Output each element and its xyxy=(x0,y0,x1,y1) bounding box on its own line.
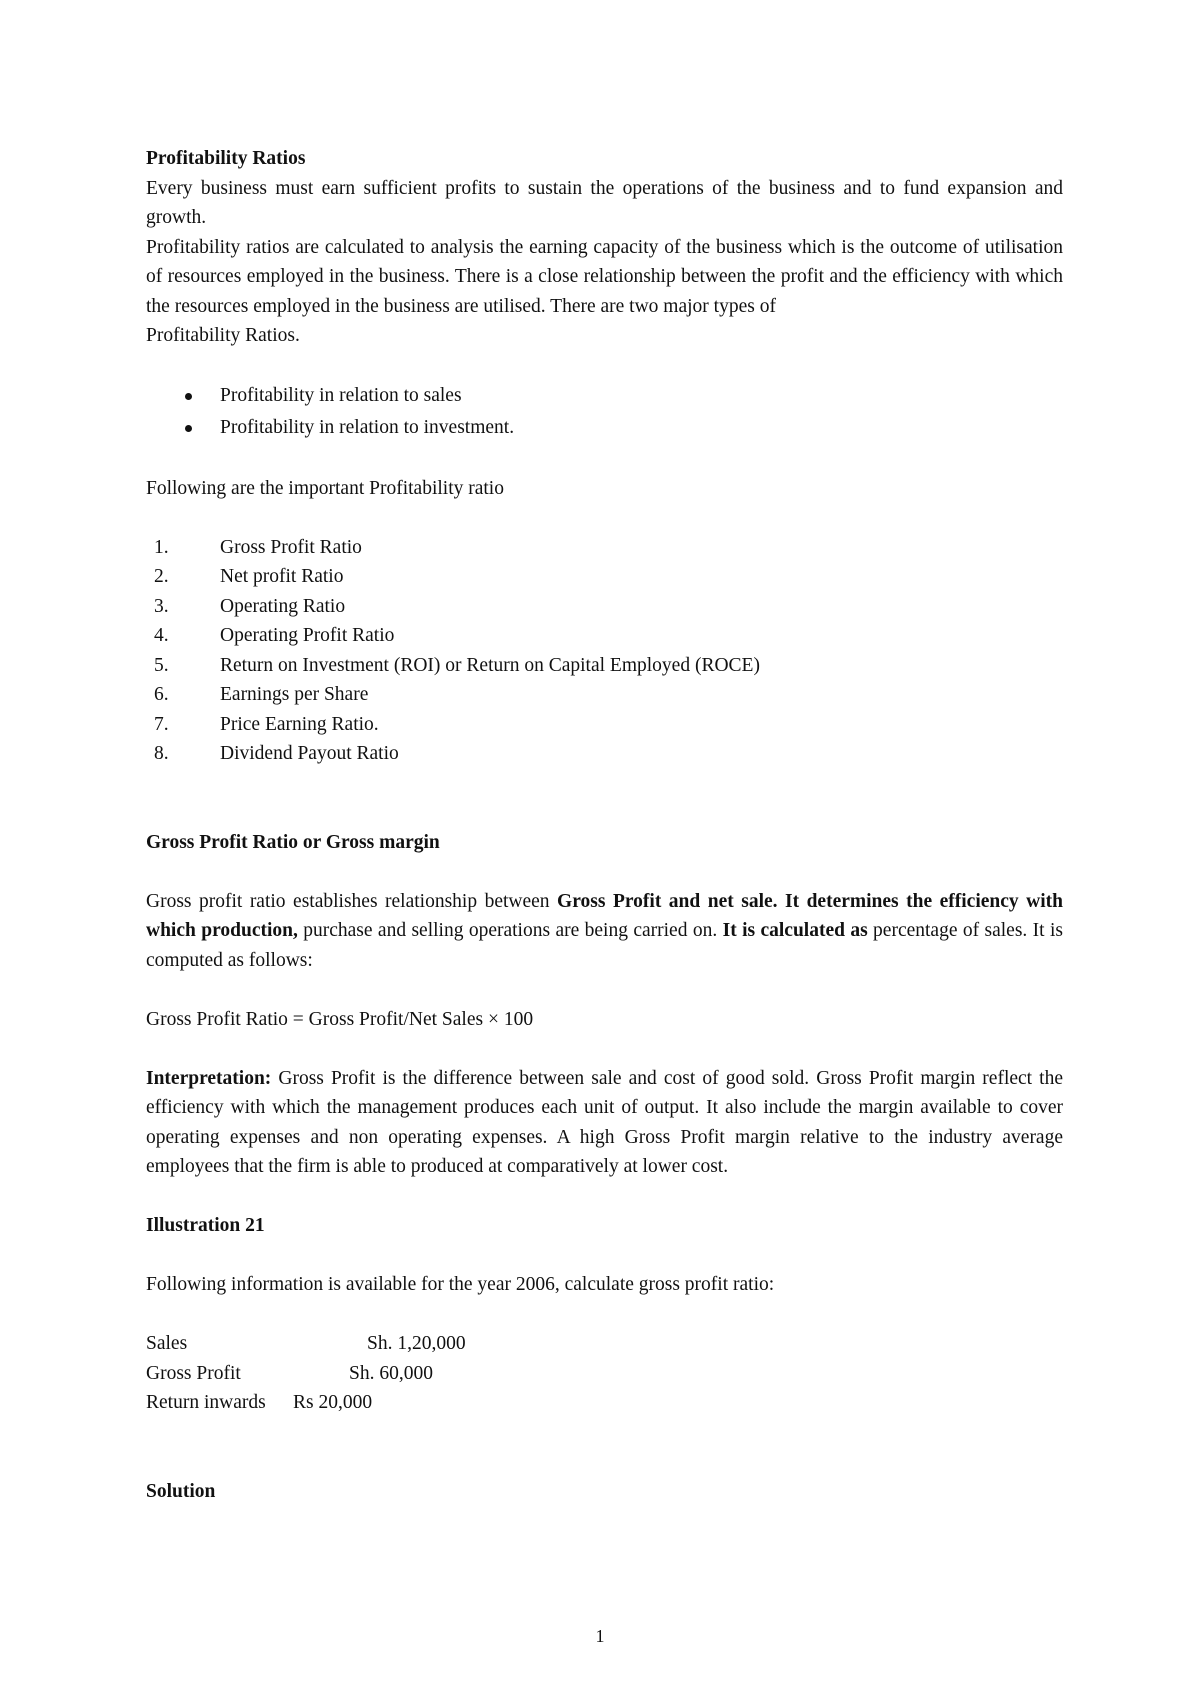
gross-profit-description: Gross profit ratio establishes relationship between Gross Profit and net sale. It determines the efficiency with which production, purchase and selling operations are being carried on. It is calculated as percentage of sales. It is computed as follows: xyxy=(146,890,1063,971)
illustration-row-return-inwards: Return inwards Rs 20,000 xyxy=(146,1392,373,1413)
list-item: 4. Operating Profit Ratio xyxy=(154,625,395,646)
list-item: 7. Price Earning Ratio. xyxy=(154,713,379,735)
list-item: 3. Operating Ratio xyxy=(154,595,346,617)
illustration-heading: Illustration 21 xyxy=(146,1215,265,1236)
list-item: 1. Gross Profit Ratio xyxy=(154,536,362,558)
list-item: 2. Net profit Ratio xyxy=(154,566,344,587)
list-item: 8. Dividend Payout Ratio xyxy=(154,743,399,764)
page-number: 1 xyxy=(595,1626,605,1646)
solution-heading: Solution xyxy=(146,1480,216,1502)
list-item: Profitability in relation to investment. xyxy=(146,412,1063,444)
illustration-intro: Following information is available for the year 2006, calculate gross profit ratio: xyxy=(146,1274,775,1295)
profitability-types-list xyxy=(146,380,1063,444)
intro-paragraph-2: Profitability ratios are calculated to analysis the earning capacity of the business which is the outcome of utilisation of resources employed in the business. There is a close relationship between the profit and the efficiency with which the resources employed in the business are utilised. There are two major types of xyxy=(146,236,1063,317)
list-item: 6. Earnings per Share xyxy=(154,684,369,705)
illustration-row-sales: Sales Sh. 1,20,000 xyxy=(146,1333,466,1354)
bullet-icon xyxy=(185,393,192,400)
document-page xyxy=(146,144,1063,1506)
intro-paragraph-1: Every business must earn sufficient profits to sustain the operations of the business and to fund expansion and growth. xyxy=(146,177,1063,228)
illustration-row-gross-profit: Gross Profit Sh. 60,000 xyxy=(146,1362,433,1384)
bullet-icon xyxy=(185,425,192,432)
list-item: Profitability in relation to sales xyxy=(146,380,1063,412)
intro-paragraph-3: Profitability Ratios. xyxy=(146,325,300,346)
ratio-list xyxy=(146,533,1063,769)
section-heading-gross-profit: Gross Profit Ratio or Gross margin xyxy=(146,831,440,853)
gross-profit-formula: Gross Profit Ratio = Gross Profit/Net Sales × 100 xyxy=(146,1008,534,1030)
list-item: 5. Return on Investment (ROI) or Return on Capital Employed (ROCE) xyxy=(154,654,760,676)
interpretation-paragraph: Interpretation: Gross Profit is the difference between sale and cost of good sold. Gross Profit margin reflect the efficiency with which the management produces each unit of output. It also include the margin available to cover operating expenses and non operating expenses. A high Gross Profit margin relative to the industry average employees that the firm is able to produced at comparatively at lower cost. xyxy=(146,1067,1063,1177)
ratio-list-intro: Following are the important Profitability ratio xyxy=(146,477,504,499)
section-heading-profitability: Profitability Ratios xyxy=(146,148,306,169)
